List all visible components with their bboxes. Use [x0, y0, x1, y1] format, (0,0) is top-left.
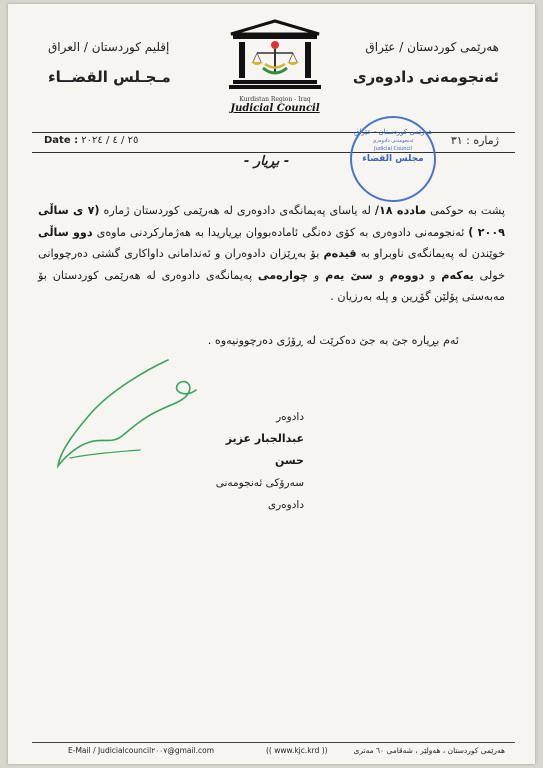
decision-title: - بڕیار -	[244, 154, 290, 169]
body-part: و	[308, 268, 326, 282]
body-part: پەیمانگەی دادوەری لە هەرێمی کوردستان بۆ مەبەستی پۆلێن گۆڕین و پلە بەرزیان .	[38, 268, 505, 303]
body-part: خوێندن لە پەیمانگەی ناوبراو بە	[356, 247, 505, 260]
stamp-line-3: Judicial Council	[374, 146, 412, 152]
footer-website: (( www.kjc.krd ))	[266, 746, 328, 755]
footer-email: E-Mail / Judicialcouncil٢٠٠٧@gmail.com	[68, 746, 215, 755]
document-date	[44, 135, 138, 146]
header-arabic-region: إقليم كوردستان / العراق	[48, 40, 170, 54]
body-bold: قیدەم	[323, 247, 357, 260]
body-bold: (٧ ی ساڵی ٢٠٠٩ )	[38, 204, 505, 239]
stamp-line-1: هەرێمی کوردستان - عێراق	[353, 128, 433, 136]
header-kurdish	[353, 40, 499, 86]
body-bold: چوارەمی	[257, 268, 309, 282]
body-part: و	[424, 268, 442, 282]
footer-address: هەرێمی کوردستان ، هەولێر ، شەقامی ٦٠ مەتری	[353, 746, 505, 755]
body-part: و	[372, 268, 390, 282]
header-kurdish-council: ئەنجومەنی دادوەری	[352, 68, 499, 86]
document-number: ژمارە : ٣١	[450, 134, 499, 147]
header-arabic-council: مـجـلس القضــاء	[48, 68, 171, 86]
body-bold: مادده ١٨/	[374, 204, 427, 217]
body-bold: یەکەم	[441, 268, 474, 282]
document-sheet	[8, 4, 535, 764]
body-part: پشت بە حوکمی	[426, 204, 506, 217]
body-part: بۆ بەڕێزان دادوەران و ئەندامانی داواکاری گشتی دەرچووانی خولی	[38, 247, 506, 282]
closing-line: ئەم بڕیارە جێ بە جێ دەکرێت لە ڕۆژی دەرچوونیەوە .	[207, 334, 459, 347]
date-value: ٢٥ / ٤ / ٢٠٢٤	[81, 135, 139, 146]
body-bold: دوو ساڵی	[38, 225, 93, 239]
header-divider-top	[32, 132, 515, 133]
signer-position: سەرۆکی ئەنجومەنی دادوەری	[215, 477, 304, 511]
header-arabic	[48, 40, 171, 86]
judicial-council-logo	[220, 18, 330, 118]
signature-block	[194, 406, 304, 516]
body-part: ئەنجومەنی دادوەری بە کۆی دەنگی ئامادەبووان بڕیاریدا بە هەژمارکردنی ماوەی	[92, 225, 469, 239]
stamp-line-4: مجلس القضاء	[362, 154, 424, 164]
logo-subtitle: Kurdistan Region - Iraq	[239, 96, 311, 103]
footer-divider	[32, 742, 515, 743]
header-divider-bottom	[32, 152, 515, 153]
signer-title: دادوەر	[276, 411, 304, 423]
header-kurdish-region: هەرێمی کوردستان / عێراق	[365, 40, 499, 54]
logo-title: Judicial Council	[230, 103, 320, 114]
decision-body	[38, 200, 505, 308]
signer-name: عبدالجبار عزيز حسن	[225, 432, 304, 467]
body-bold: دووەم	[389, 268, 425, 282]
stamp-line-2: ئەنجومەنی دادوەری	[372, 138, 414, 144]
body-part: لە یاسای پەیمانگەی دادوەری لە هەرێمی کوردستان ژمارە	[99, 204, 375, 217]
date-label: Date :	[44, 135, 79, 146]
official-stamp	[350, 116, 436, 202]
body-bold: سێ یەم	[325, 268, 373, 282]
courthouse-logo-icon	[227, 18, 323, 90]
